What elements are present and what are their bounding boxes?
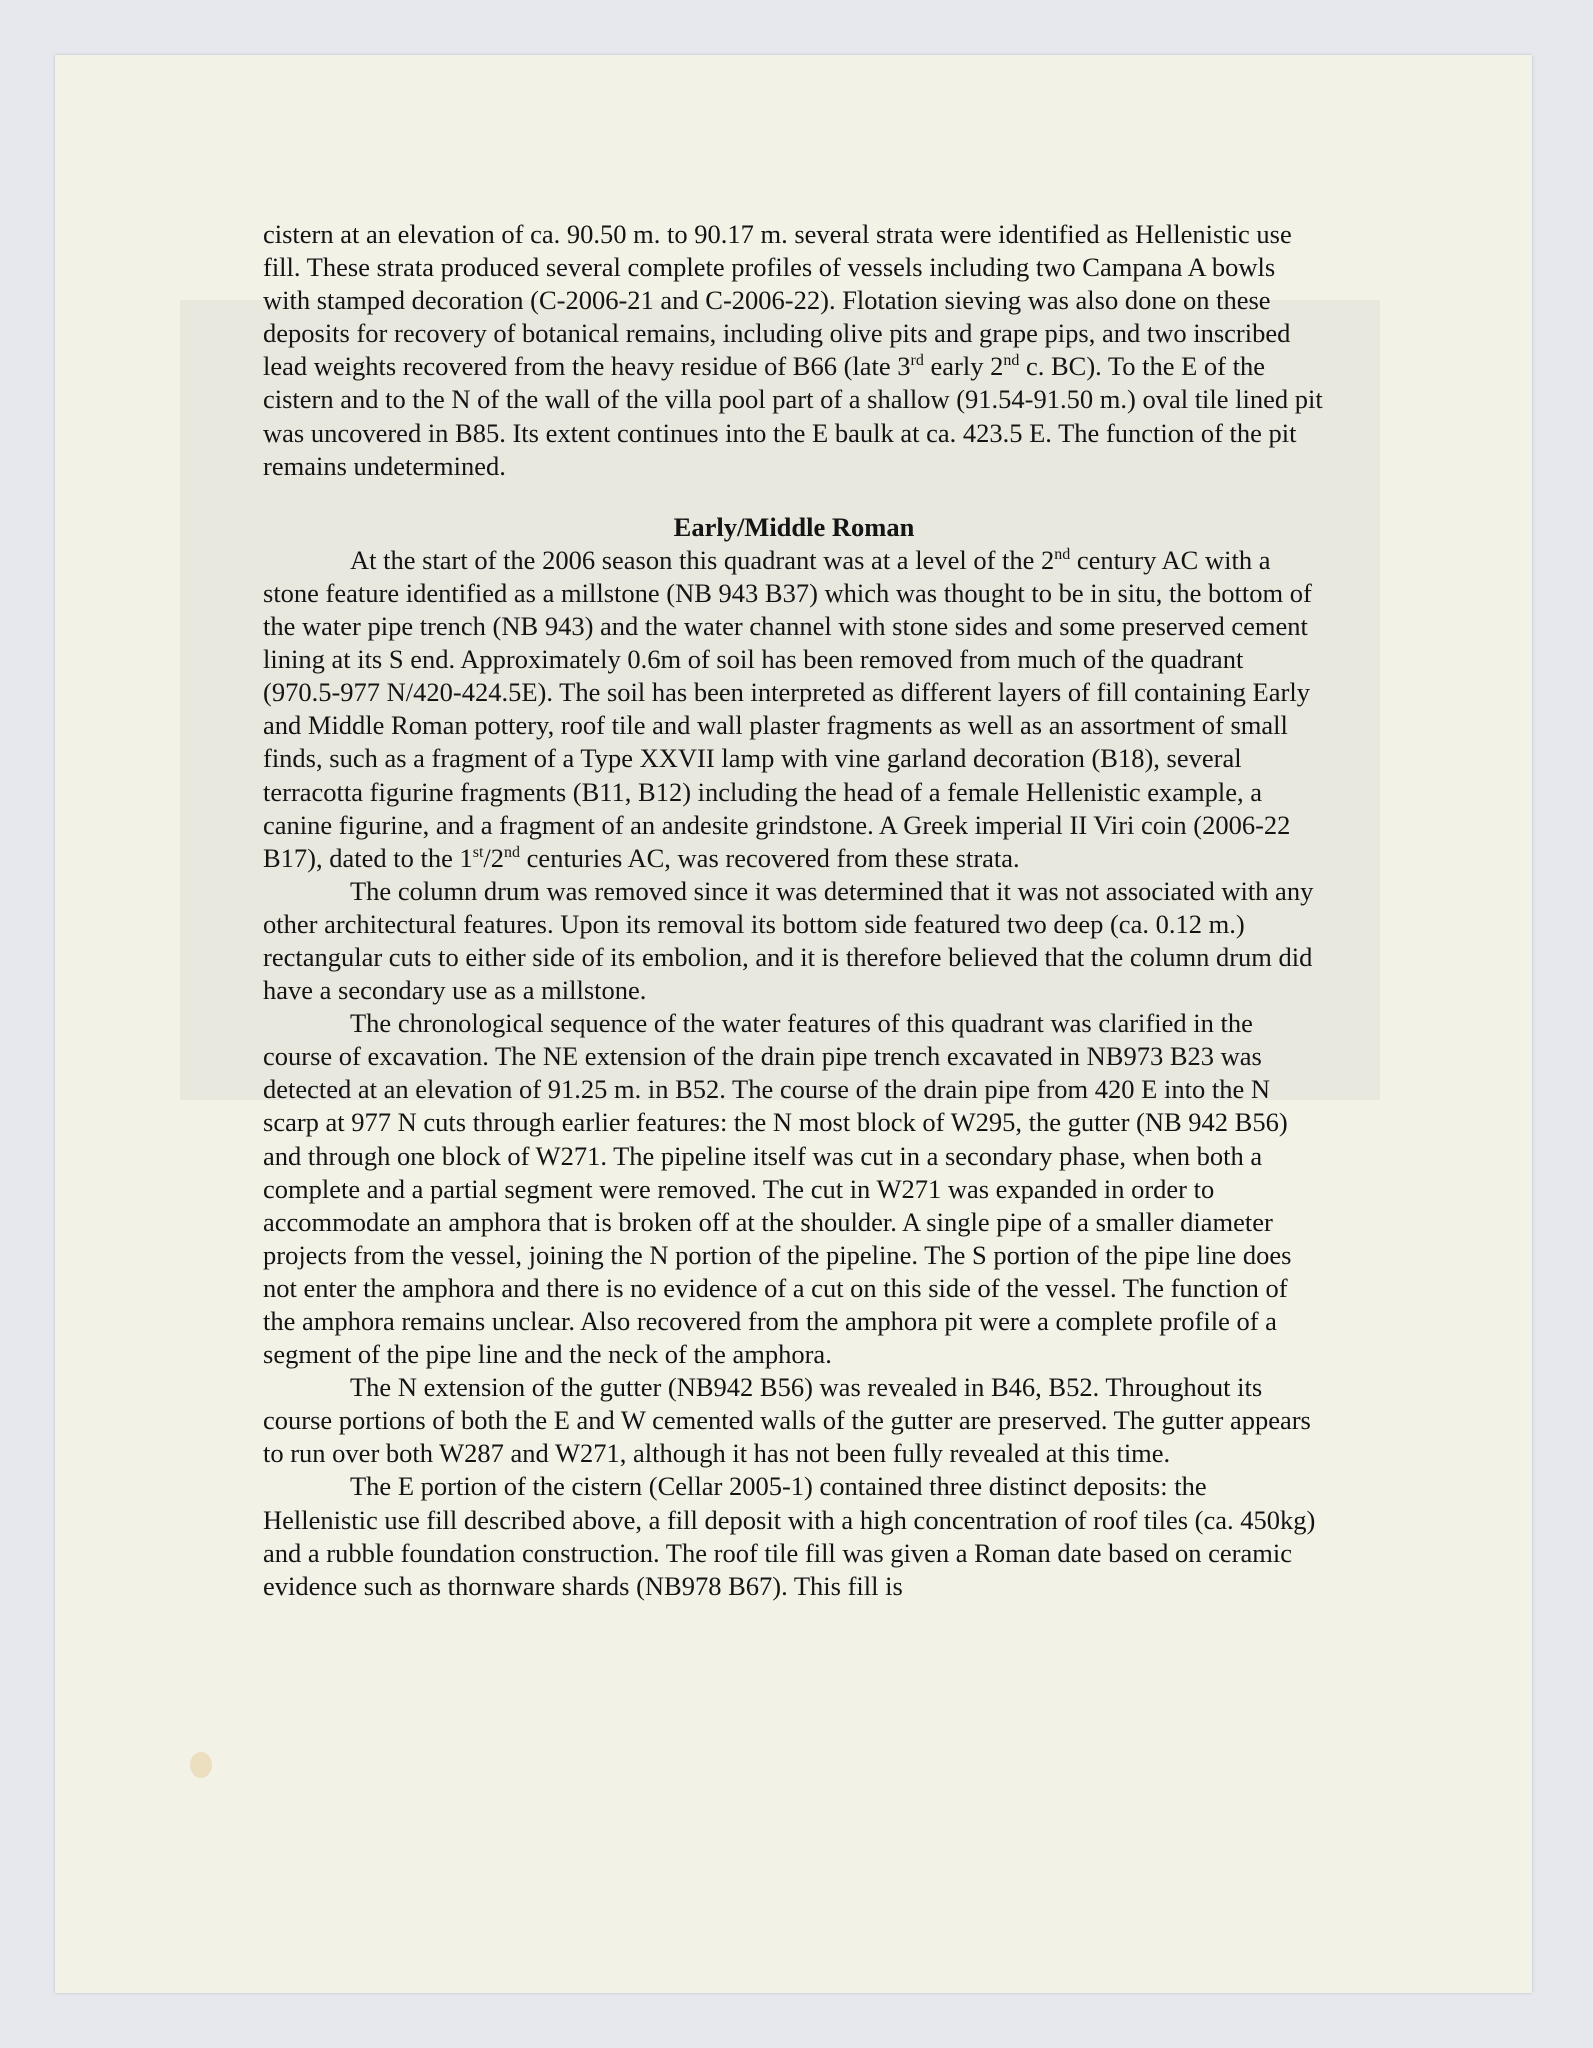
- report-text: [263, 218, 1325, 1603]
- superscript: nd: [1054, 545, 1071, 563]
- paragraph-gutter: The N extension of the gutter (NB942 B56) was revealed in B46, B52. Throughout its course portions of both the E and W cemented walls of the gutter are preserved. The gutter appears to run over both W287 and W271, although it has not been fully revealed at this time.: [263, 1372, 1311, 1469]
- paragraph-quadrant-level: [263, 544, 1325, 875]
- text-run: /2: [483, 842, 505, 873]
- paragraph-water-features: The chronological sequence of the water features of this quadrant was clarified in the course of excavation. The NE extension of the drain pipe trench excavated in NB973 B23 was detected at an elevation of 91.25 m. in B52. The course of the drain pipe from 420 E into the N scarp at 977 N cuts through earlier features: the N most block of W295, the gutter (NB 942 B56) and through one block of W271. The pipeline itself was cut in a secondary phase, when both a complete and a partial segment were removed. The cut in W271 was expanded in order to accommodate an amphora that is broken off at the shoulder. A single pipe of a smaller diameter projects from the vessel, joining the N portion of the pipeline. The S portion of the pipe line does not enter the amphora and there is no evidence of a cut on this side of the vessel. The function of the amphora remains unclear. Also recovered from the amphora pit were a complete profile of a segment of the pipe line and the neck of the amphora.: [263, 1008, 1292, 1370]
- text-run: century AC with a stone feature identified as a millstone (NB 943 B37) which was thought to be in situ, the bottom of the water pipe trench (NB 943) and the water channel with stone sides and some preserved cement lining at its S end. Approximately 0.6m of soil has been removed from much of the quadrant (970.5-977 N/420-424.5E). The soil has been interpreted as different layers of fill containing Early and Middle Roman pottery, roof tile and wall plaster fragments as well as an assortment of small finds, such as a fragment of a Type XXVII lamp with vine garland decoration (B18), several terracotta figurine fragments (B11, B12) including the head of a female Hellenistic example, a canine figurine, and a fragment of an andesite grindstone. A Greek imperial II Viri coin (2006-22 B17), dated to the 1: [263, 544, 1312, 873]
- superscript: rd: [910, 352, 924, 370]
- paper-stain: [190, 1752, 212, 1778]
- text-run: cistern at an elevation of ca. 90.50 m. to 90.17 m. several strata were identified as Hellenistic use fill. These strata produced several complete profiles of vessels including two Campana A bowls with stamped decoration (C-2006-21 and C-2006-22). Flotation sieving was also done on these deposits for recovery of botanical remains, including olive pits and grape pips, and two inscribed lead weights recovered from the heavy residue of B66 (late 3: [263, 219, 1292, 382]
- paragraph-column-drum: The column drum was removed since it was determined that it was not associated with any other architectural features. Upon its removal its bottom side featured two deep (ca. 0.12 m.) rectangular cuts to either side of its embolion, and it is therefore believed that the column drum did have a secondary use as a millstone.: [263, 875, 1314, 1006]
- text-run: c. BC). To the E of the cistern and to the N of the wall of the villa pool part of a shallow (91.54-91.50 m.) oval tile lined pit was uncovered in B85. Its extent continues into the E baulk at ca. 423.5 E. The function of the pit remains undetermined.: [263, 351, 1323, 481]
- superscript: nd: [1003, 352, 1020, 370]
- paragraph-cistern-deposits: The E portion of the cistern (Cellar 2005-1) contained three distinct deposits: the Hellenistic use fill described above, a fill deposit with a high concentration of roof tiles (ca. 450kg) and a rubble foundation construction. The roof tile fill was given a Roman date based on ceramic evidence such as thornware shards (NB978 B67). This fill is: [263, 1471, 1316, 1601]
- text-run: early 2: [923, 351, 1004, 382]
- text-run: centuries AC, was recovered from these strata.: [520, 842, 1020, 873]
- text-run: At the start of the 2006 season this quadrant was at a level of the 2: [350, 544, 1055, 575]
- superscript: nd: [504, 843, 521, 861]
- superscript: st: [472, 843, 484, 861]
- section-heading: Early/Middle Roman: [673, 511, 915, 542]
- paragraph-hellenistic-fill: [263, 218, 1325, 483]
